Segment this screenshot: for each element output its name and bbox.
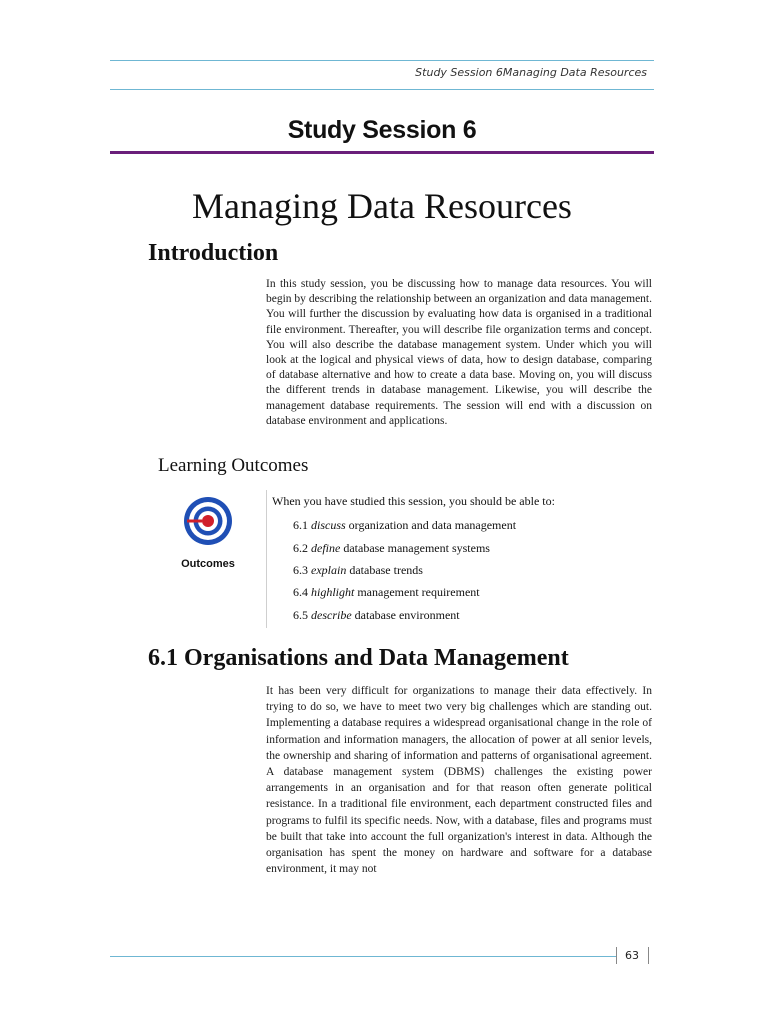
outcome-verb: highlight <box>311 585 355 599</box>
page-title: Managing Data Resources <box>192 186 572 226</box>
outcome-item <box>293 541 490 556</box>
outcome-number: 6.1 <box>293 518 308 532</box>
session-label: Study Session 6 <box>287 116 477 144</box>
session-rule <box>110 151 654 154</box>
page-number: 63 <box>625 949 639 962</box>
outcome-verb: discuss <box>311 518 346 532</box>
outcome-text: management requirement <box>357 585 480 599</box>
outcome-item <box>293 585 480 600</box>
outcome-verb: explain <box>311 563 347 577</box>
section-6-1-heading: 6.1 Organisations and Data Management <box>148 645 569 671</box>
outcome-number: 6.5 <box>293 608 308 622</box>
outcome-verb: describe <box>311 608 352 622</box>
outcome-text: organization and data management <box>348 518 517 532</box>
header-rule-bottom <box>110 89 654 90</box>
outcome-number: 6.2 <box>293 541 308 555</box>
section-6-1-paragraph: It has been very difficult for organizations to manage their data effectively. In trying to do so, we have to meet two very big challenges which are standing out. Implementing a database requires a widespread organisational change in the role of information and information managers, the allocation of power at all senior levels, the ownership and sharing of information and patterns of organisational agreement. A database management system (DBMS) challenges the existing power arrangements in an organisation and for that reason often generate political resistance. In a traditional file environment, each department constructed files and programs to fulfil its specific needs. Now, with a database, files and programs must be built that take into account the full organization's interest in data. Although the organisation has spent the money on hardware and software for a database environment, it may not <box>266 685 652 876</box>
learning-outcomes-intro: When you have studied this session, you should be able to: <box>272 494 555 508</box>
running-header: Study Session 6Managing Data Resources <box>415 66 647 79</box>
header-rule-top <box>110 60 654 61</box>
introduction-paragraph: In this study session, you be discussing how to manage data resources. You will begin by describing the relationship between an organization and data management. You will further the discussion by evaluating how data is organised in a traditional file environment. Thereafter, you will describe file organization terms and concept. You will also describe the database management system. Under which you will look at the logical and physical views of data, how to design database, comparing of database alternative and how to create a data base. Moving on, you will discuss the different trends in database management. Likewise, you will describe the management database requirements. The session will end with a discussion on database environment and applications. <box>266 278 652 427</box>
footer-divider-left <box>616 947 617 964</box>
outcome-verb: define <box>311 541 341 555</box>
outcome-text: database management systems <box>343 541 490 555</box>
learning-outcomes-heading: Learning Outcomes <box>158 455 309 476</box>
outcomes-icon-label: Outcomes <box>181 558 235 570</box>
target-icon <box>182 495 234 547</box>
footer-rule <box>110 956 616 957</box>
outcome-text: database trends <box>349 563 423 577</box>
outcome-text: database environment <box>354 608 460 622</box>
outcome-item <box>293 563 423 578</box>
footer-divider-right <box>648 947 649 964</box>
introduction-heading: Introduction <box>148 240 279 266</box>
outcome-item <box>293 608 460 623</box>
outcome-number: 6.3 <box>293 563 308 577</box>
outcome-number: 6.4 <box>293 585 308 599</box>
outcome-item <box>293 518 516 533</box>
